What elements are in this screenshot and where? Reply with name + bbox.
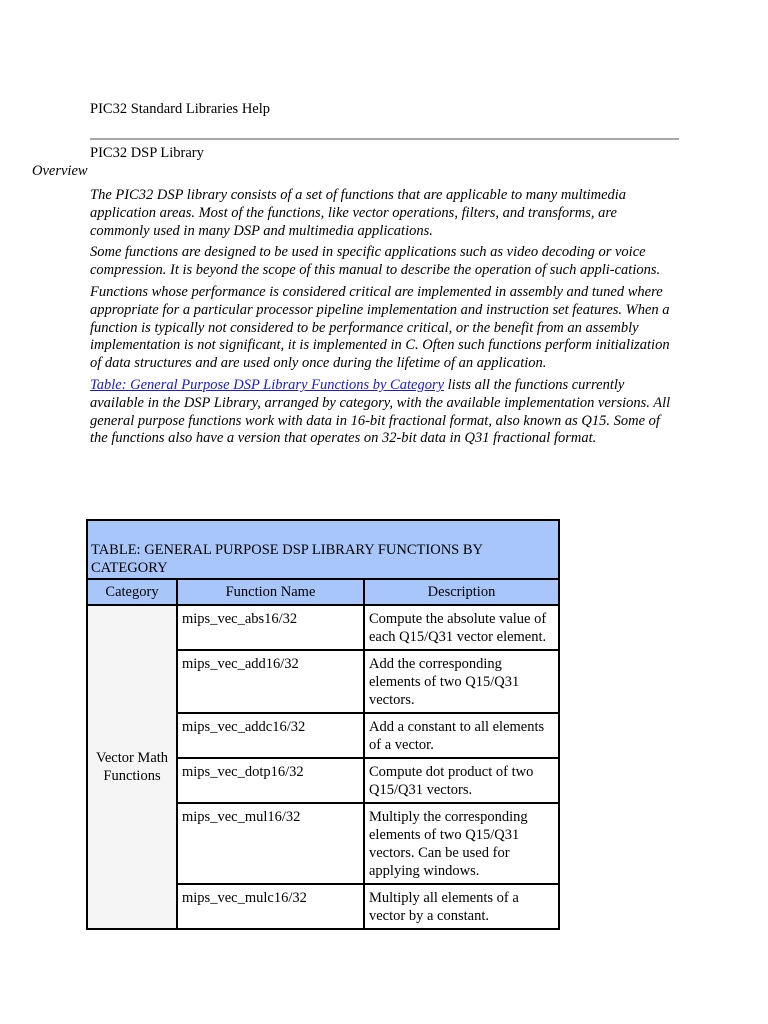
column-header-description: Description	[364, 579, 559, 605]
description-cell: Add a constant to all elements of a vector.	[364, 713, 559, 758]
table-caption-row	[87, 520, 559, 579]
header-divider	[90, 138, 679, 140]
function-name-cell: mips_vec_dotp16/32	[177, 758, 364, 803]
section-heading: Overview	[32, 163, 88, 179]
function-name-cell: mips_vec_mul16/32	[177, 803, 364, 884]
table-reference-link[interactable]: Table: General Purpose DSP Library Functions by Category	[90, 376, 445, 393]
overview-paragraph-4-text: lists all the functions currently available in the DSP Library, arranged by category, with the available implementation versions. All general purpose functions work with data in 16-bit fractional format, also known as Q15. Some of the functions also have a version that operates on 32-bit data in Q31 fractional format.	[90, 376, 671, 447]
column-header-category: Category	[87, 579, 177, 605]
dsp-functions-table	[86, 519, 560, 930]
overview-paragraph-3: Functions whose performance is considered critical are implemented in assembly and tuned where appropriate for a particular processor pipeline implementation and instruction set features. When a function is typically not considered to be performance critical, or the benefit from an assembly implementation is not significant, it is implemented in C. Often such functions perform initialization of data structures and are used only once during the lifetime of an application.	[90, 283, 670, 372]
description-cell: Add the corresponding elements of two Q15/Q31 vectors.	[364, 650, 559, 713]
function-name-cell: mips_vec_add16/32	[177, 650, 364, 713]
function-name-cell: mips_vec_abs16/32	[177, 605, 364, 650]
description-cell: Multiply the corresponding elements of two Q15/Q31 vectors. Can be used for applying windows.	[364, 803, 559, 884]
description-cell: Multiply all elements of a vector by a constant.	[364, 884, 559, 929]
overview-paragraph-1: The PIC32 DSP library consists of a set of functions that are applicable to many multimedia application areas. Most of the functions, like vector operations, filters, and transforms, are commonly used in many DSP and multimedia applications.	[90, 187, 627, 239]
function-name-cell: mips_vec_addc16/32	[177, 713, 364, 758]
table-caption: TABLE: GENERAL PURPOSE DSP LIBRARY FUNCTIONS BY CATEGORY	[87, 520, 559, 579]
overview-body	[90, 187, 680, 452]
function-name-cell: mips_vec_mulc16/32	[177, 884, 364, 929]
overview-paragraph-2: Some functions are designed to be used in specific applications such as video decoding or voice compression. It is beyond the scope of this manual to describe the operation of such appli-cations.	[90, 244, 661, 279]
column-header-function-name: Function Name	[177, 579, 364, 605]
description-cell: Compute dot product of two Q15/Q31 vectors.	[364, 758, 559, 803]
overview-paragraph-4	[90, 377, 680, 448]
page-header-title: PIC32 Standard Libraries Help	[90, 101, 271, 117]
description-cell: Compute the absolute value of each Q15/Q31 vector element.	[364, 605, 559, 650]
table-header-row	[87, 579, 559, 605]
document-title: PIC32 DSP Library	[90, 145, 204, 161]
category-cell: Vector Math Functions	[87, 605, 177, 929]
table-row	[87, 605, 559, 650]
